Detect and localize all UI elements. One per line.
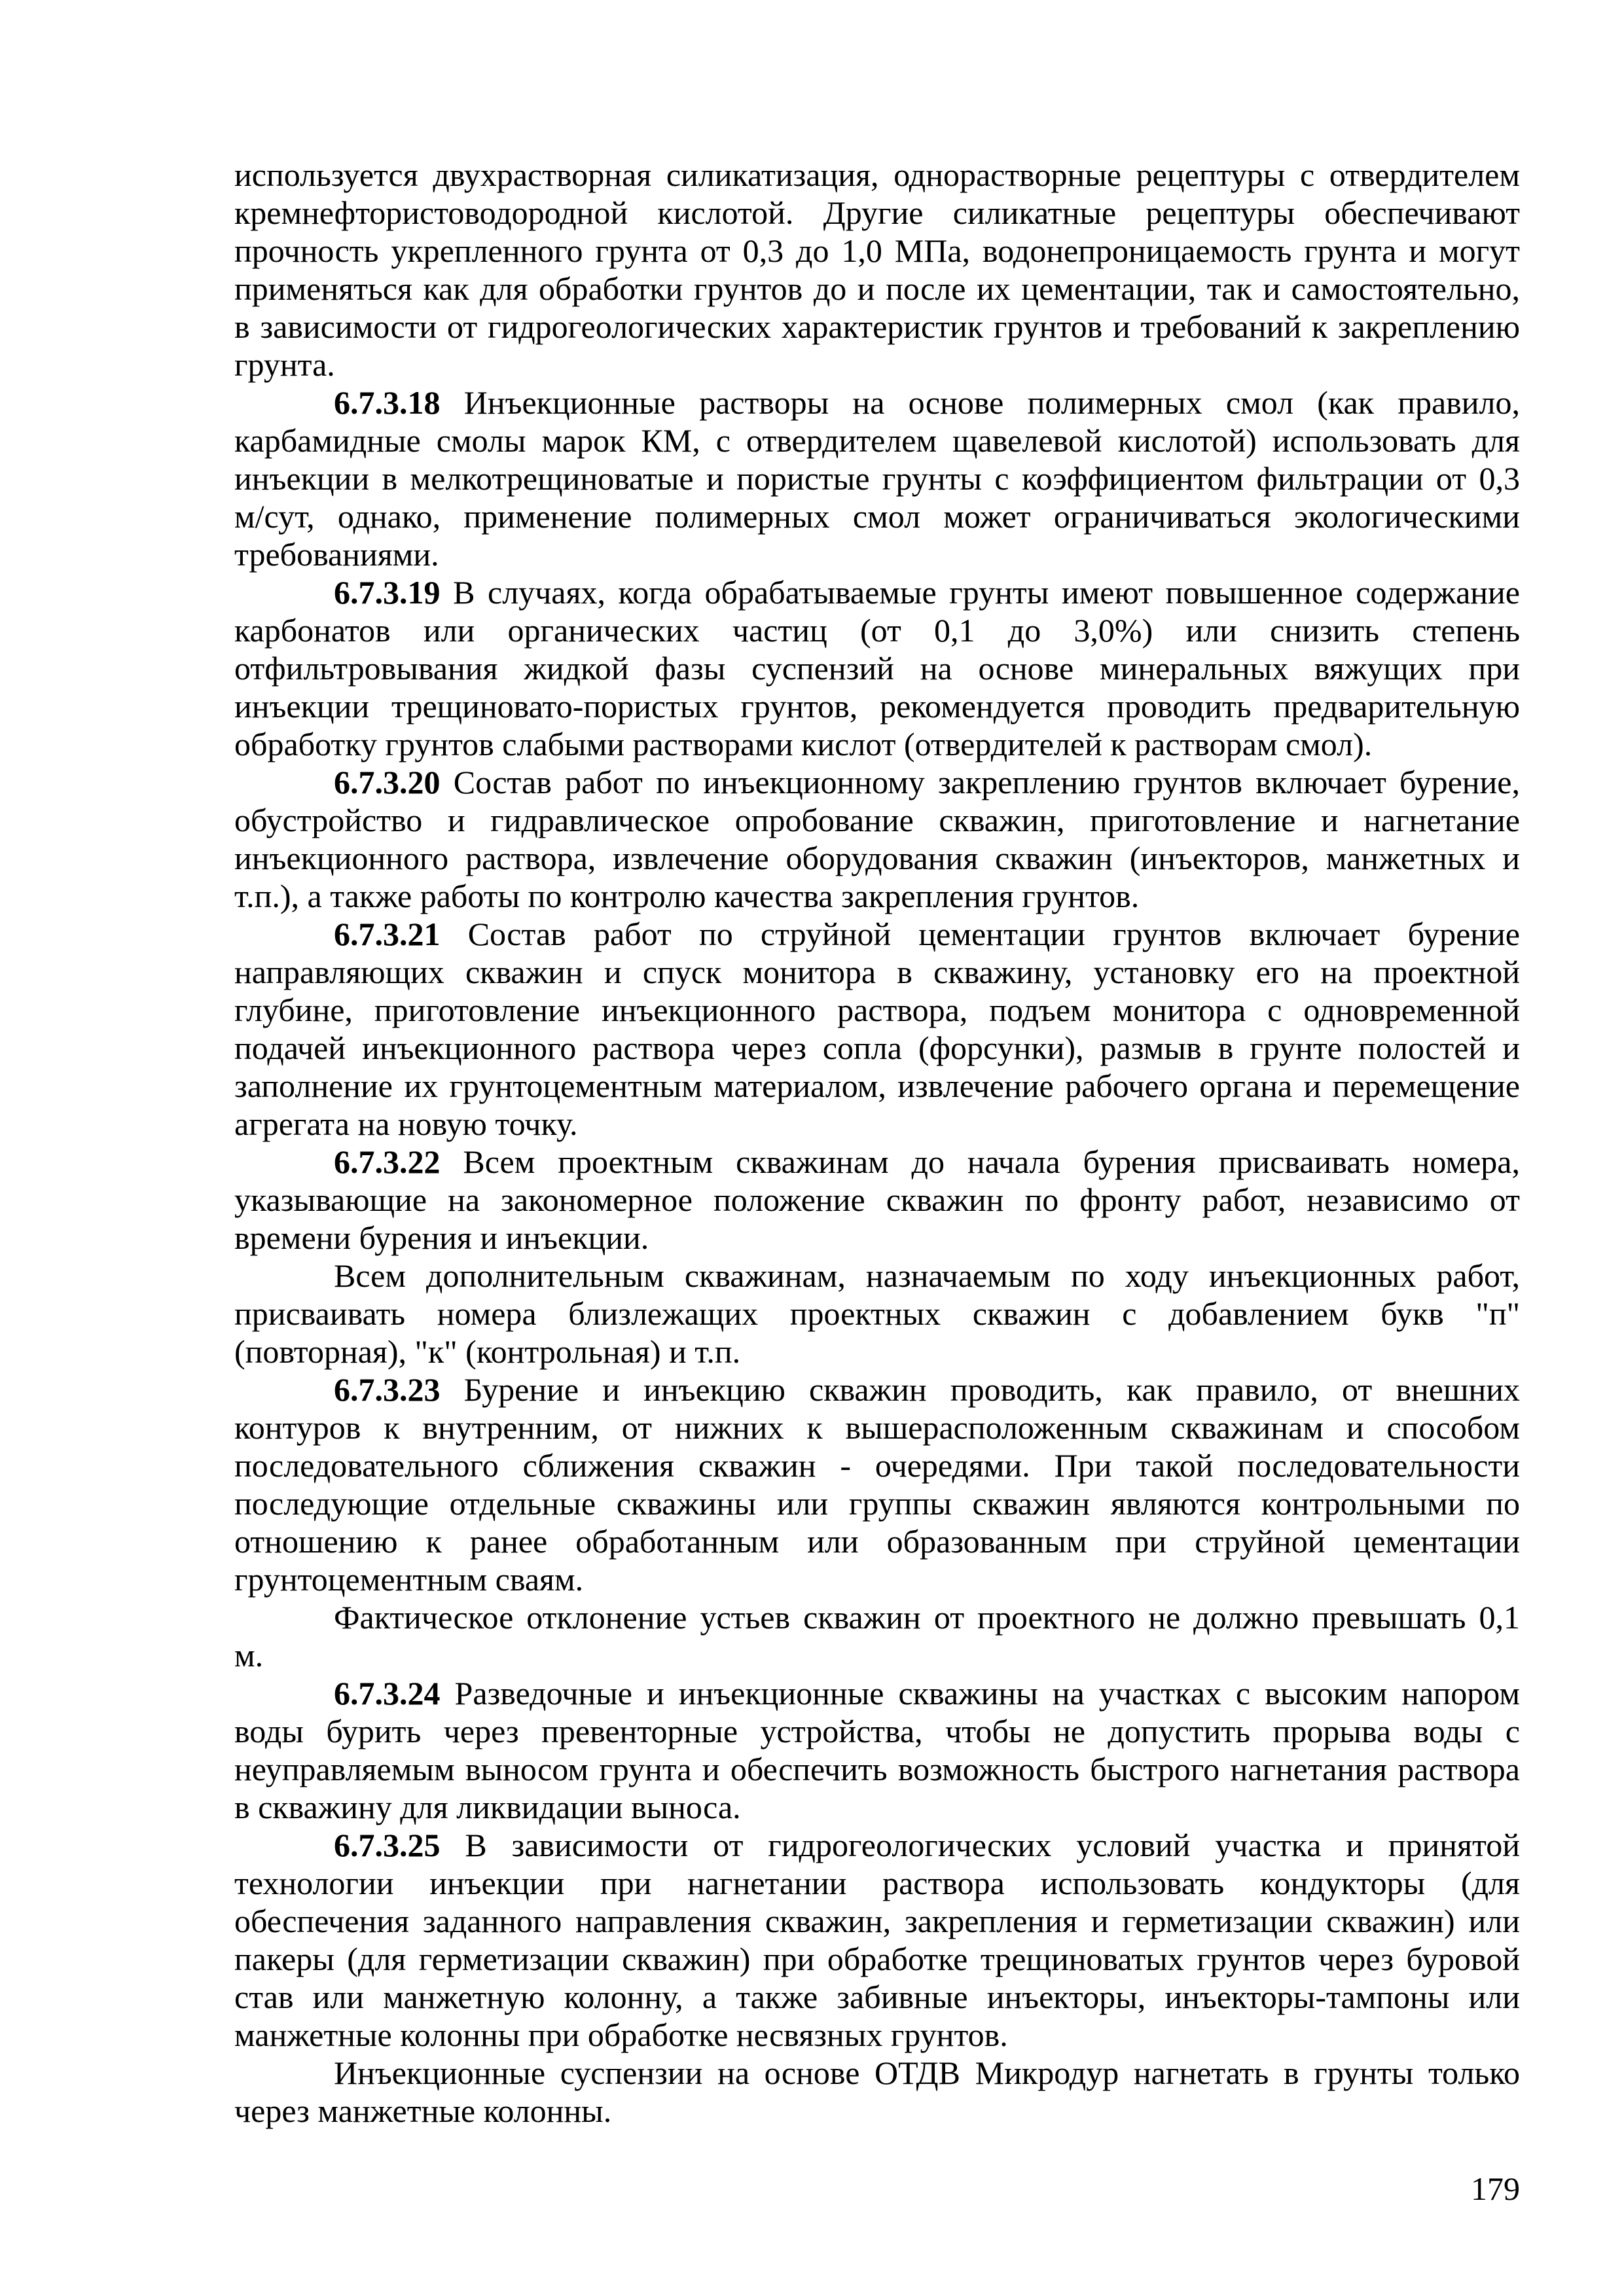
- clause-paragraph: [234, 763, 1520, 915]
- text-line: [234, 573, 1520, 611]
- clause-paragraph: [234, 1371, 1520, 1598]
- clause-number: 6.7.3.25: [334, 1827, 441, 1863]
- line-text: присваивать номера близлежащих проектных скважин с добавлением букв "п": [234, 1295, 1520, 1332]
- text-line: [234, 839, 1520, 877]
- text-line: [234, 1371, 1520, 1408]
- text-line: [234, 1408, 1520, 1446]
- line-text: пакеры (для герметизации скважин) при обработке трещиноватых грунтов через буровой: [234, 1941, 1520, 1977]
- line-text: технологии инъекции при нагнетании раствора использовать кондукторы (для: [234, 1865, 1520, 1901]
- line-text: последовательного сближения скважин - очередями. При такой последовательности: [234, 1447, 1520, 1484]
- text-line: [234, 422, 1520, 459]
- paragraph: [234, 156, 1520, 384]
- text-line: [234, 1295, 1520, 1333]
- line-text: м.: [234, 1637, 264, 1674]
- line-text: обработку грунтов слабыми растворами кислот (отвердителей к растворам смол).: [234, 726, 1373, 762]
- text-line: [234, 232, 1520, 270]
- text-line: [234, 1446, 1520, 1484]
- text-line: [234, 953, 1520, 991]
- line-text: прочность укрепленного грунта от 0,3 до 1,0 МПа, водонепроницаемость грунта и могут: [234, 232, 1520, 269]
- line-text: грунта.: [234, 346, 335, 383]
- text-line: [234, 687, 1520, 725]
- paragraph: [234, 1598, 1520, 1674]
- line-text: Бурение и инъекцию скважин проводить, как правило, от внешних: [440, 1371, 1520, 1408]
- line-text: карбонатов или органических частиц (от 0,1 до 3,0%) или снизить степень: [234, 612, 1520, 649]
- line-text: последующие отдельные скважины или группы скважин являются контрольными по: [234, 1485, 1520, 1522]
- text-line: [234, 1788, 1520, 1826]
- text-line: [234, 156, 1520, 194]
- text-line: [234, 1940, 1520, 1978]
- text-line: [234, 649, 1520, 687]
- text-line: [234, 1826, 1520, 1864]
- line-text: требованиями.: [234, 536, 439, 573]
- clause-number: 6.7.3.21: [334, 916, 441, 952]
- text-line: [234, 2016, 1520, 2054]
- text-line: [234, 1219, 1520, 1257]
- text-line: [234, 1143, 1520, 1181]
- text-line: [234, 1864, 1520, 1902]
- line-text: грунтоцементным сваям.: [234, 1561, 584, 1598]
- line-text: используется двухрастворная силикатизация, однорастворные рецептуры с отвердителем: [234, 156, 1520, 193]
- paragraph: [234, 2054, 1520, 2130]
- clause-paragraph: [234, 915, 1520, 1143]
- text-line: [234, 1029, 1520, 1067]
- text-line: [234, 1181, 1520, 1219]
- text-line: [234, 1750, 1520, 1788]
- clause-paragraph: [234, 573, 1520, 763]
- line-text: применяться как для обработки грунтов до и после их цементации, так и самостоятельно,: [234, 270, 1520, 307]
- line-text: отфильтровывания жидкой фазы суспензий на основе минеральных вяжущих при: [234, 650, 1520, 687]
- line-text: м/сут, однако, применение полимерных смол может ограничиваться экологическими: [234, 498, 1520, 535]
- text-line: [234, 2054, 1520, 2092]
- line-text: Всем дополнительным скважинам, назначаемым по ходу инъекционных работ,: [334, 1257, 1520, 1294]
- text-line: [234, 915, 1520, 953]
- clause-number: 6.7.3.18: [334, 384, 441, 421]
- text-line: [234, 1105, 1520, 1143]
- line-text: обустройство и гидравлическое опробование скважин, приготовление и нагнетание: [234, 802, 1520, 838]
- text-line: [234, 725, 1520, 763]
- text-line: [234, 1902, 1520, 1940]
- line-text: кремнефтористоводородной кислотой. Другие силикатные рецептуры обеспечивают: [234, 194, 1520, 231]
- line-text: карбамидные смолы марок КМ, с отвердителем щавелевой кислотой) использовать для: [234, 422, 1520, 459]
- line-text: инъекции в мелкотрещиноватые и пористые грунты с коэффициентом фильтрации от 0,3: [234, 460, 1520, 497]
- clause-paragraph: [234, 384, 1520, 573]
- text-line: [234, 308, 1520, 346]
- line-text: в скважину для ликвидации выноса.: [234, 1789, 741, 1825]
- text-line: [234, 1067, 1520, 1105]
- text-line: [234, 535, 1520, 573]
- clause-number: 6.7.3.24: [334, 1675, 441, 1712]
- text-line: [234, 1560, 1520, 1598]
- text-line: [234, 991, 1520, 1029]
- line-text: Инъекционные суспензии на основе ОТДВ Микродур нагнетать в грунты только: [334, 2054, 1520, 2091]
- line-text: инъекционного раствора, извлечение оборудования скважин (инъекторов, манжетных и: [234, 840, 1520, 876]
- text-line: [234, 1333, 1520, 1371]
- text-line: [234, 497, 1520, 535]
- line-text: заполнение их грунтоцементным материалом, извлечение рабочего органа и перемещение: [234, 1067, 1520, 1104]
- text-line: [234, 1674, 1520, 1712]
- line-text: Разведочные и инъекционные скважины на участках с высоким напором: [440, 1675, 1520, 1712]
- clause-number: 6.7.3.19: [334, 574, 441, 611]
- line-text: В случаях, когда обрабатываемые грунты имеют повышенное содержание: [440, 574, 1520, 611]
- text-line: [234, 384, 1520, 422]
- clause-number: 6.7.3.20: [334, 764, 441, 800]
- text-line: [234, 346, 1520, 384]
- text-line: [234, 1522, 1520, 1560]
- text-line: [234, 1636, 1520, 1674]
- clause-number: 6.7.3.23: [334, 1371, 441, 1408]
- line-text: Фактическое отклонение устьев скважин от проектного не должно превышать 0,1: [334, 1599, 1520, 1636]
- text-line: [234, 763, 1520, 801]
- line-text: агрегата на новую точку.: [234, 1105, 578, 1142]
- text-line: [234, 194, 1520, 232]
- line-text: воды бурить через превенторные устройства, чтобы не допустить прорыва воды с: [234, 1713, 1520, 1749]
- text-line: [234, 1978, 1520, 2016]
- line-text: Состав работ по струйной цементации грунтов включает бурение: [440, 916, 1520, 952]
- text-line: [234, 1598, 1520, 1636]
- line-text: направляющих скважин и спуск монитора в скважину, установку его на проектной: [234, 954, 1520, 990]
- line-text: в зависимости от гидрогеологических характеристик грунтов и требований к закреплению: [234, 308, 1520, 345]
- line-text: глубине, приготовление инъекционного раствора, подъем монитора с одновременной: [234, 992, 1520, 1028]
- document-body: [234, 156, 1520, 2130]
- line-text: став или манжетную колонну, а также забивные инъекторы, инъекторы-тампоны или: [234, 1979, 1520, 2015]
- line-text: времени бурения и инъекции.: [234, 1219, 649, 1256]
- text-line: [234, 2092, 1520, 2130]
- text-line: [234, 1712, 1520, 1750]
- line-text: (повторная), "к" (контрольная) и т.п.: [234, 1333, 741, 1370]
- clause-paragraph: [234, 1674, 1520, 1826]
- line-text: Всем проектным скважинам до начала бурения присваивать номера,: [440, 1143, 1520, 1180]
- line-text: манжетные колонны при обработке несвязных грунтов.: [234, 2017, 1008, 2053]
- text-line: [234, 270, 1520, 308]
- text-line: [234, 459, 1520, 497]
- line-text: подачей инъекционного раствора через сопла (форсунки), размыв в грунте полостей и: [234, 1030, 1520, 1066]
- text-line: [234, 1257, 1520, 1295]
- line-text: отношению к ранее обработанным или образованным при струйной цементации: [234, 1523, 1520, 1560]
- text-line: [234, 801, 1520, 839]
- clause-paragraph: [234, 1826, 1520, 2054]
- line-text: контуров к внутренним, от нижних к вышерасположенным скважинам и способом: [234, 1409, 1520, 1446]
- line-text: инъекции трещиновато-пористых грунтов, рекомендуется проводить предварительную: [234, 688, 1520, 725]
- paragraph: [234, 1257, 1520, 1371]
- line-text: В зависимости от гидрогеологических условий участка и принятой: [440, 1827, 1520, 1863]
- line-text: т.п.), а также работы по контролю качества закрепления грунтов.: [234, 878, 1140, 914]
- line-text: неуправляемым выносом грунта и обеспечить возможность быстрого нагнетания раствора: [234, 1751, 1520, 1787]
- text-line: [234, 611, 1520, 649]
- line-text: Инъекционные растворы на основе полимерных смол (как правило,: [440, 384, 1520, 421]
- page-number: 179: [1471, 2170, 1520, 2207]
- line-text: обеспечения заданного направления скважин, закрепления и герметизации скважин) или: [234, 1903, 1520, 1939]
- clause-paragraph: [234, 1143, 1520, 1257]
- line-text: Состав работ по инъекционному закреплению грунтов включает бурение,: [440, 764, 1520, 800]
- line-text: указывающие на закономерное положение скважин по фронту работ, независимо от: [234, 1181, 1520, 1218]
- line-text: через манжетные колонны.: [234, 2092, 612, 2129]
- text-line: [234, 877, 1520, 915]
- text-line: [234, 1484, 1520, 1522]
- clause-number: 6.7.3.22: [334, 1143, 441, 1180]
